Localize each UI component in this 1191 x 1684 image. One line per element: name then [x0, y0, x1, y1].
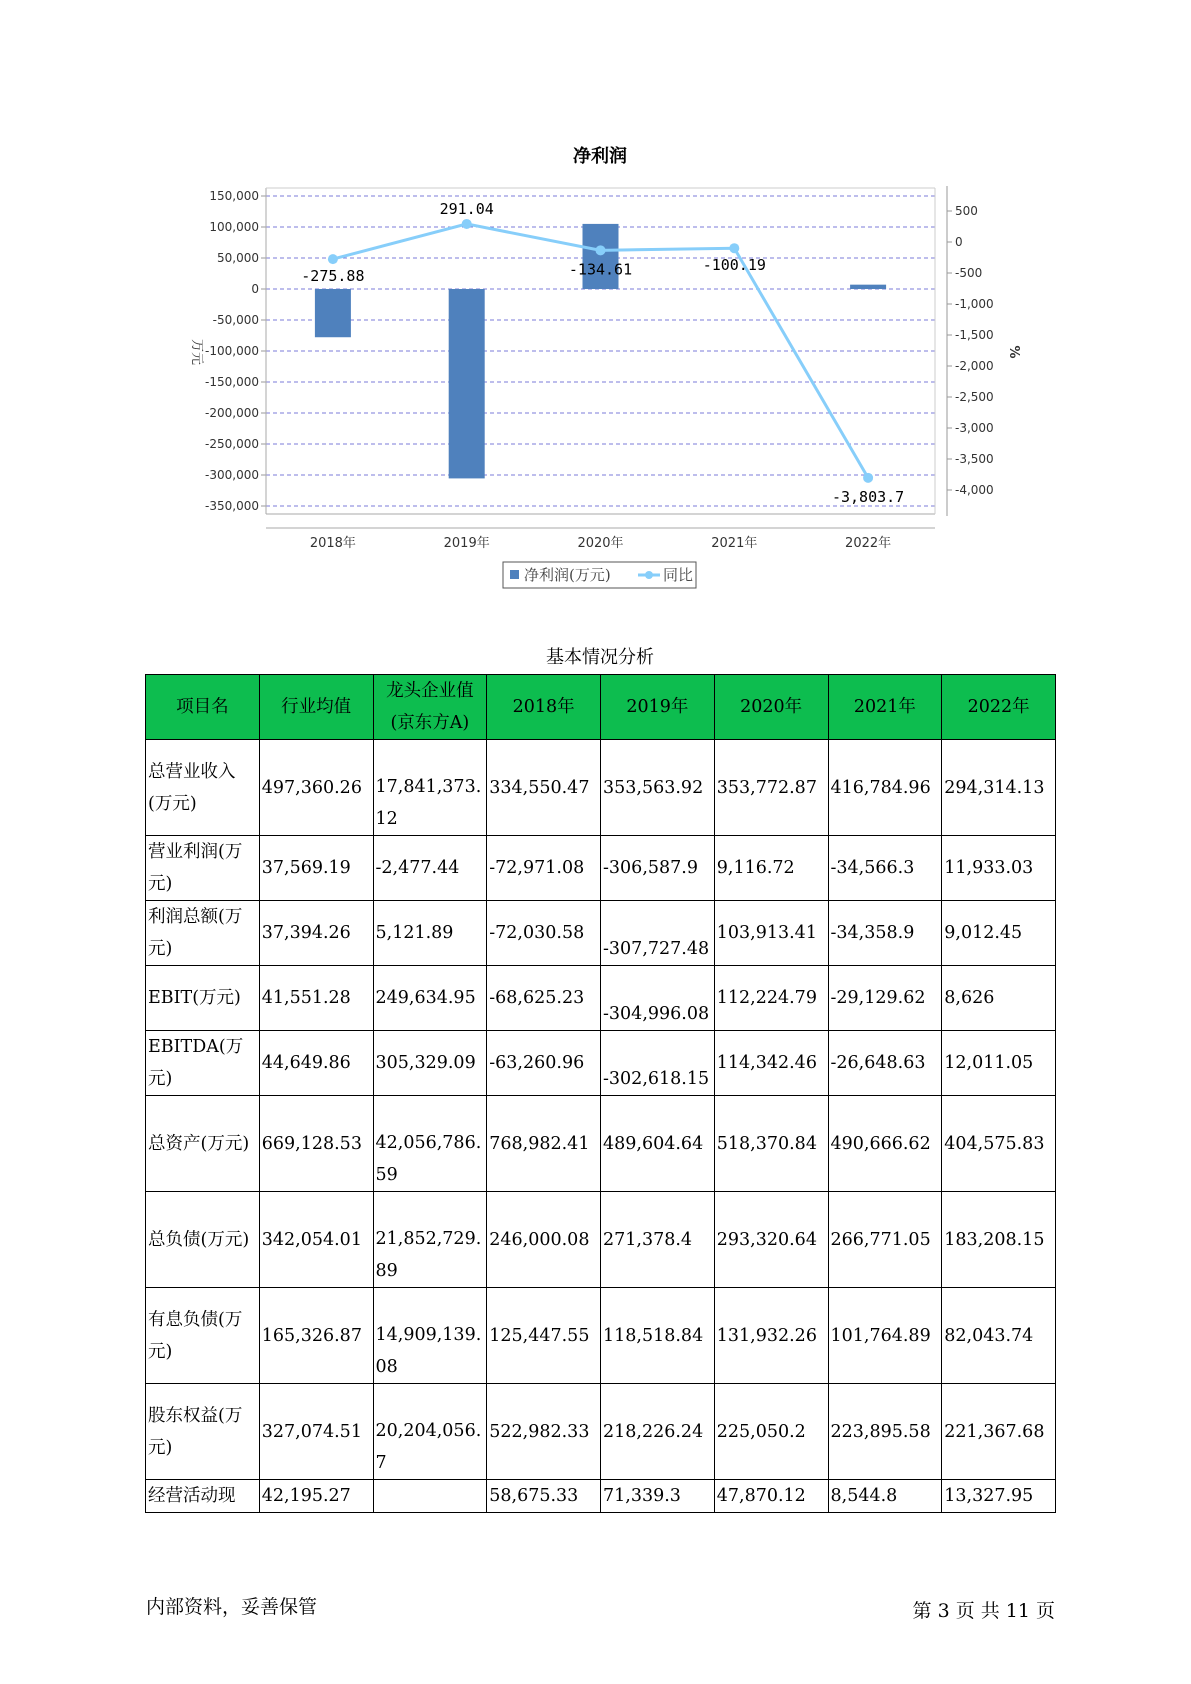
table-row: [146, 1192, 1056, 1288]
table-cell: 353,563.92: [601, 740, 715, 836]
bar: [583, 224, 619, 289]
table-cell: 497,360.26: [259, 740, 373, 836]
y-left-tick-label: -250,000: [205, 437, 259, 451]
y-left-tick-label: -100,000: [205, 344, 259, 358]
table-row: [146, 966, 1056, 1031]
table-cell: [373, 1480, 487, 1513]
x-tick-label: 2021年: [711, 536, 758, 551]
table-cell: 8,626: [942, 966, 1056, 1031]
table-cell: -63,260.96: [487, 1031, 601, 1096]
row-label-cell: 经营活动现: [146, 1480, 260, 1513]
table-cell: -34,358.9: [828, 901, 942, 966]
table-row: [146, 836, 1056, 901]
legend-bar-label: 净利润(万元): [524, 566, 611, 584]
table-cell: 114,342.46: [714, 1031, 828, 1096]
x-tick-label: 2018年: [309, 536, 356, 551]
table-cell: 82,043.74: [942, 1288, 1056, 1384]
table-cell: 249,634.95: [373, 966, 487, 1031]
table-row: [146, 1031, 1056, 1096]
legend-bar-swatch: [510, 570, 519, 579]
y-left-tick-label: 150,000: [209, 189, 259, 203]
bar: [850, 285, 886, 289]
table-header-cell: 项目名: [146, 675, 260, 740]
row-label-cell: 利润总额(万元): [146, 901, 260, 966]
table-cell: -68,625.23: [487, 966, 601, 1031]
table-cell: 5,121.89: [373, 901, 487, 966]
table-cell: -34,566.3: [828, 836, 942, 901]
table-cell: 42,195.27: [259, 1480, 373, 1513]
table-cell: 101,764.89: [828, 1288, 942, 1384]
y-right-tick-label: -500: [955, 266, 983, 280]
table-cell: 44,649.86: [259, 1031, 373, 1096]
table-header-cell: 龙头企业值(京东方A): [373, 675, 487, 740]
table-cell: 41,551.28: [259, 966, 373, 1031]
table-cell: 353,772.87: [714, 740, 828, 836]
footer-confidential: 内部资料，妥善保管: [146, 1596, 318, 1618]
table-cell: 71,339.3: [601, 1480, 715, 1513]
yoy-point: [328, 254, 338, 264]
yoy-data-label: -3,803.7: [831, 487, 905, 506]
row-label-cell: 总负债(万元): [146, 1192, 260, 1288]
table-cell: 305,329.09: [373, 1031, 487, 1096]
table-cell: -2,477.44: [373, 836, 487, 901]
table-cell: -306,587.9: [601, 836, 715, 901]
table-cell: -72,971.08: [487, 836, 601, 901]
y-left-tick-label: -50,000: [212, 313, 259, 327]
table-row: [146, 1384, 1056, 1480]
table-cell: 125,447.55: [487, 1288, 601, 1384]
table-cell: -307,727.48: [601, 901, 715, 966]
y-left-tick-label: -200,000: [205, 406, 259, 420]
table-cell: 58,675.33: [487, 1480, 601, 1513]
table-header-row: [146, 675, 1056, 740]
table-header-cell: 2020年: [714, 675, 828, 740]
table-cell: 271,378.4: [601, 1192, 715, 1288]
table-cell: 225,050.2: [714, 1384, 828, 1480]
y-right-axis-title: %: [1006, 345, 1021, 359]
table-cell: 342,054.01: [259, 1192, 373, 1288]
row-label-cell: 股东权益(万元): [146, 1384, 260, 1480]
table-cell: -72,030.58: [487, 901, 601, 966]
y-left-tick-label: 0: [251, 282, 259, 296]
table-cell: 669,128.53: [259, 1096, 373, 1192]
table-cell: 490,666.62: [828, 1096, 942, 1192]
yoy-point: [863, 473, 873, 483]
table-cell: 218,226.24: [601, 1384, 715, 1480]
row-label-cell: EBITDA(万元): [146, 1031, 260, 1096]
table-row: [146, 1096, 1056, 1192]
yoy-data-label: 291.04: [439, 199, 494, 218]
table-cell: 293,320.64: [714, 1192, 828, 1288]
table-cell: -29,129.62: [828, 966, 942, 1031]
y-right-tick-label: -2,500: [955, 390, 994, 404]
table-cell: 489,604.64: [601, 1096, 715, 1192]
table-cell: 294,314.13: [942, 740, 1056, 836]
yoy-data-label: -100.19: [702, 256, 766, 275]
table-cell: 518,370.84: [714, 1096, 828, 1192]
yoy-point: [462, 219, 472, 229]
table-cell: 42,056,786.59: [373, 1096, 487, 1192]
table-cell: 47,870.12: [714, 1480, 828, 1513]
table-cell: 12,011.05: [942, 1031, 1056, 1096]
y-left-axis-title: 万元: [189, 338, 204, 366]
table-cell: 9,116.72: [714, 836, 828, 901]
table-header-cell: 2022年: [942, 675, 1056, 740]
row-label-cell: EBIT(万元): [146, 966, 260, 1031]
table-cell: 21,852,729.89: [373, 1192, 487, 1288]
y-left-tick-label: 50,000: [217, 251, 259, 265]
table-cell: 266,771.05: [828, 1192, 942, 1288]
table-header-cell: 2019年: [601, 675, 715, 740]
table-cell: 17,841,373.12: [373, 740, 487, 836]
basic-analysis-table: [145, 674, 1056, 1513]
y-right-tick-label: -4,000: [955, 483, 994, 497]
table-cell: 223,895.58: [828, 1384, 942, 1480]
footer-page-number: 第 3 页 共 11 页: [912, 1600, 1055, 1622]
table-cell: 112,224.79: [714, 966, 828, 1031]
table-row: [146, 1480, 1056, 1513]
y-left-tick-label: -350,000: [205, 499, 259, 513]
y-right-tick-label: -3,500: [955, 452, 994, 466]
yoy-point: [729, 243, 739, 253]
table-cell: 118,518.84: [601, 1288, 715, 1384]
table-cell: 11,933.03: [942, 836, 1056, 901]
y-right-tick-label: -3,000: [955, 421, 994, 435]
y-right-tick-label: -1,000: [955, 297, 994, 311]
bar: [449, 289, 485, 478]
yoy-data-label: -134.61: [568, 260, 633, 279]
y-left-tick-label: -150,000: [205, 375, 259, 389]
table-cell: 221,367.68: [942, 1384, 1056, 1480]
table-cell: 9,012.45: [942, 901, 1056, 966]
x-tick-label: 2022年: [845, 536, 892, 551]
x-tick-label: 2020年: [577, 536, 624, 551]
x-tick-label: 2019年: [443, 536, 490, 551]
y-right-tick-label: -2,000: [955, 359, 994, 373]
table-cell: 37,569.19: [259, 836, 373, 901]
legend-line-label: 同比: [663, 566, 694, 584]
table-cell: 37,394.26: [259, 901, 373, 966]
table-cell: 334,550.47: [487, 740, 601, 836]
table-cell: 768,982.41: [487, 1096, 601, 1192]
y-left-tick-label: -300,000: [205, 468, 259, 482]
table-cell: 183,208.15: [942, 1192, 1056, 1288]
table-cell: 165,326.87: [259, 1288, 373, 1384]
table-cell: 327,074.51: [259, 1384, 373, 1480]
table-cell: 14,909,139.08: [373, 1288, 487, 1384]
y-right-tick-label: 500: [955, 204, 978, 218]
net-profit-chart: [0, 0, 1191, 600]
row-label-cell: 总营业收入(万元): [146, 740, 260, 836]
table-cell: -304,996.08: [601, 966, 715, 1031]
table-cell: 404,575.83: [942, 1096, 1056, 1192]
table-header-cell: 2018年: [487, 675, 601, 740]
yoy-point: [596, 245, 606, 255]
y-right-tick-label: -1,500: [955, 328, 994, 342]
y-right-tick-label: 0: [955, 235, 963, 249]
table-row: [146, 901, 1056, 966]
table-cell: 416,784.96: [828, 740, 942, 836]
row-label-cell: 有息负债(万元): [146, 1288, 260, 1384]
row-label-cell: 总资产(万元): [146, 1096, 260, 1192]
table-cell: 8,544.8: [828, 1480, 942, 1513]
table-row: [146, 740, 1056, 836]
table-cell: 131,932.26: [714, 1288, 828, 1384]
table-caption: 基本情况分析: [546, 647, 654, 668]
yoy-data-label: -275.88: [301, 267, 365, 286]
bar: [315, 289, 351, 337]
y-left-tick-label: 100,000: [209, 220, 259, 234]
legend-line-marker: [645, 571, 653, 579]
row-label-cell: 营业利润(万元): [146, 836, 260, 901]
table-row: [146, 1288, 1056, 1384]
table-cell: 103,913.41: [714, 901, 828, 966]
table-cell: 13,327.95: [942, 1480, 1056, 1513]
table-cell: -302,618.15: [601, 1031, 715, 1096]
chart-title: 净利润: [573, 146, 627, 167]
table-cell: -26,648.63: [828, 1031, 942, 1096]
table-cell: 522,982.33: [487, 1384, 601, 1480]
table-header-cell: 行业均值: [259, 675, 373, 740]
table-cell: 246,000.08: [487, 1192, 601, 1288]
table-header-cell: 2021年: [828, 675, 942, 740]
table-cell: 20,204,056.7: [373, 1384, 487, 1480]
